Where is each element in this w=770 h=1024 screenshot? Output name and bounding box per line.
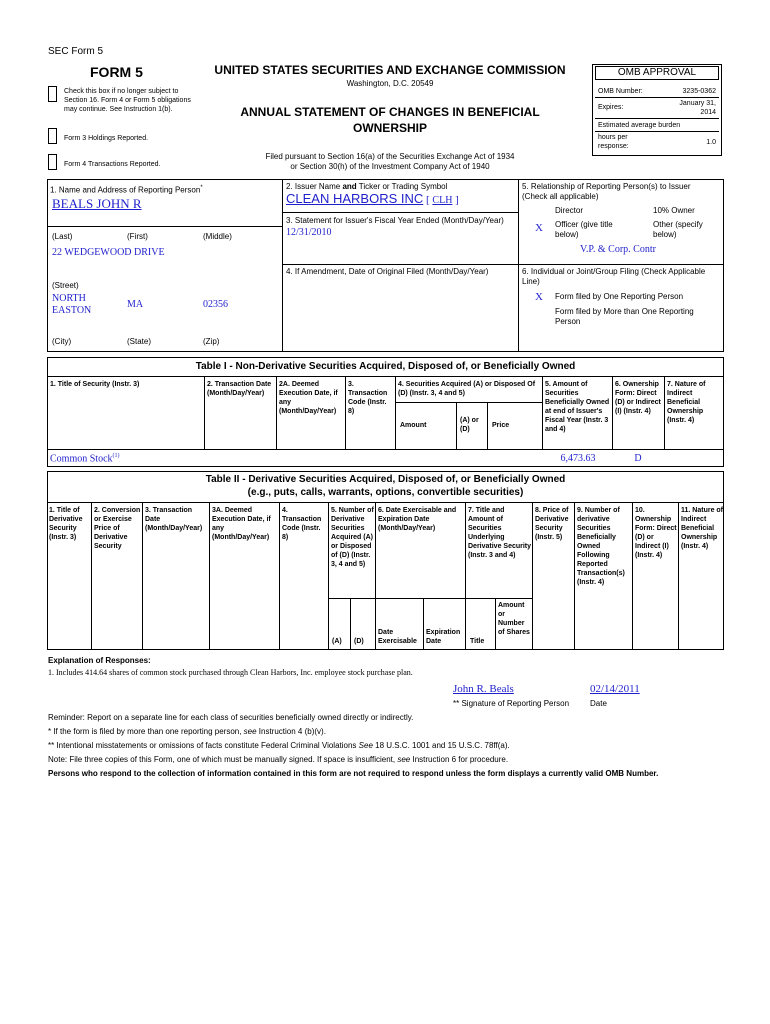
- state-value: MA: [127, 299, 144, 310]
- omb-disclaimer: Persons who respond to the collection of information contained in this form are not required to respond unless the form displays a currently valid OMB Number.: [48, 769, 659, 778]
- t2-col-transaction-date: 3. Transaction Date (Month/Day/Year): [145, 507, 203, 532]
- t2-col-d: (D): [354, 638, 364, 645]
- form3-holdings-label: Form 3 Holdings Reported.: [64, 135, 149, 142]
- form-title: FORM 5: [90, 64, 143, 80]
- table-2-title: Table II - Derivative Securities Acquired, Disposed of, or Beneficially Owned: [205, 474, 566, 485]
- signature-label: ** Signature of Reporting Person: [453, 699, 570, 708]
- t2-col-title: 1. Title of Derivative Security (Instr. 3): [49, 507, 83, 541]
- t1-col-title: 1. Title of Security (Instr. 3): [50, 381, 140, 388]
- omb-approval-title: OMB APPROVAL: [595, 66, 719, 80]
- t1-col-transaction-date: 2. Transaction Date (Month/Day/Year): [207, 381, 272, 397]
- zip-value: 02356: [203, 299, 228, 310]
- filed-pursuant-line1: Filed pursuant to Section 16(a) of the Securities Exchange Act of 1934: [265, 152, 515, 161]
- officer-title: V.P. & Corp. Contr: [580, 244, 656, 255]
- city-label: (City): [52, 337, 72, 346]
- reminder-text: Reminder: Report on a separate line for each class of securities beneficially owned directly or indirectly.: [48, 713, 414, 722]
- t1-row-title: Common Stock: [50, 453, 113, 465]
- filed-pursuant-line2: or Section 30(h) of the Investment Company Act of 1940: [290, 162, 490, 171]
- t2-col-number-derivative: 5. Number of Derivative Securities Acquired (A) or Disposed of (D) (Instr. 3, 4 and 5): [331, 507, 374, 568]
- sec-form-label: SEC Form 5: [48, 46, 104, 57]
- form4-transactions-checkbox[interactable]: [48, 154, 57, 170]
- t1-col-amount-owned: 5. Amount of Securities Beneficially Owned at end of Issuer's Fiscal Year (Instr. 3 and 4): [545, 381, 610, 433]
- t2-col-conversion-price: 2. Conversion or Exercise Price of Derivative Security: [94, 507, 141, 550]
- omb-hours-label: hours per response:: [598, 134, 629, 150]
- table-row: [50, 453, 120, 464]
- filing-type-label: 6. Individual or Joint/Group Filing (Check Applicable Line): [522, 267, 706, 286]
- middle-name-label: (Middle): [203, 232, 232, 241]
- t1-col-transaction-code: 3. Transaction Code (Instr. 8): [348, 381, 388, 415]
- t2-col-number-owned: 9. Number of derivative Securities Beneficially Owned Following Reported Transaction(s) (Instr. 4): [577, 507, 625, 586]
- other-label: Other (specify below): [653, 220, 703, 239]
- relationship-label: 5. Relationship of Reporting Person(s) to Issuer (Check all applicable): [522, 182, 691, 201]
- copies-note: Note: File three copies of this Form, one of which must be manually signed. If space is insufficient, see Instruction 6 for procedure.: [48, 755, 509, 764]
- amendment-label: 4. If Amendment, Date of Original Filed (Month/Day/Year): [286, 267, 489, 276]
- director-label: Director: [555, 206, 584, 215]
- t2-col-a: (A): [332, 638, 342, 645]
- t1-col-amount: Amount: [400, 422, 427, 429]
- issuer-label: 2. Issuer Name and Ticker or Trading Symbol: [286, 182, 448, 191]
- t1-row-ownership: D: [634, 453, 642, 464]
- statement-title: ANNUAL STATEMENT OF CHANGES IN BENEFICIAL OWNERSHIP: [240, 105, 540, 135]
- street-label: (Street): [52, 281, 79, 290]
- t2-col-transaction-code: 4. Transaction Code (Instr. 8): [282, 507, 322, 541]
- t2-col-exercisable-expiration: 6. Date Exercisable and Expiration Date (Month/Day/Year): [378, 507, 457, 532]
- omb-number-value: 3235-0362: [682, 88, 716, 95]
- reporting-person-label: 1. Name and Address of Reporting Person*: [50, 185, 203, 195]
- t2-col-underlying: 7. Title and Amount of Securities Underlying Derivative Security (Instr. 3 and 4): [468, 507, 532, 559]
- omb-hours-value: 1.0: [706, 139, 716, 146]
- omb-number-label: OMB Number:: [598, 88, 643, 95]
- table-2-subtitle: (e.g., puts, calls, warrants, options, convertible securities): [247, 487, 524, 498]
- t2-col-expiration-date: Expiration Date: [426, 629, 461, 645]
- first-name-label: (First): [127, 232, 148, 241]
- statement-period-label: 3. Statement for Issuer's Fiscal Year Ended (Month/Day/Year): [286, 216, 504, 225]
- t2-col-underlying-title: Title: [470, 638, 485, 645]
- criminal-violations-note: ** Intentional misstatements or omissions of facts constitute Federal Criminal Violations See 18 U.S.C. 1001 and 15 U.S.C. 78ff(a).: [48, 741, 510, 750]
- t2-col-nature: 11. Nature of Indirect Beneficial Ownership (Instr. 4): [681, 507, 724, 550]
- more-persons-label: Form filed by More than One Reporting Person: [555, 307, 694, 326]
- t1-col-price: Price: [492, 422, 510, 429]
- signature-name: John R. Beals: [453, 683, 514, 695]
- one-person-checkmark[interactable]: X: [535, 291, 543, 303]
- omb-burden-label: Estimated average burden: [598, 122, 681, 129]
- t1-col-securities-acquired: 4. Securities Acquired (A) or Disposed Of (D) (Instr. 3, 4 and 5): [398, 381, 536, 397]
- omb-expires-label: Expires:: [598, 104, 624, 111]
- t2-col-ownership-form: 10. Ownership Form: Direct (D) or Indirect (I) (Instr. 4): [635, 507, 677, 559]
- t1-row-amount-owned: 6,473.63: [560, 453, 596, 464]
- zip-label: (Zip): [203, 337, 220, 346]
- omb-expires-value: January 31, 2014: [679, 100, 716, 116]
- signature-date-label: Date: [590, 699, 607, 708]
- form3-holdings-checkbox[interactable]: [48, 128, 57, 144]
- no-longer-subject-checkbox[interactable]: [48, 86, 57, 102]
- agency-name: UNITED STATES SECURITIES AND EXCHANGE COMMISSION: [214, 63, 566, 77]
- t2-col-date-exercisable: Date Exercisable: [378, 629, 417, 645]
- last-name-label: (Last): [52, 232, 73, 241]
- one-person-label: Form filed by One Reporting Person: [555, 292, 684, 301]
- officer-checkmark[interactable]: X: [535, 222, 543, 234]
- street-address: 22 WEDGEWOOD DRIVE: [52, 247, 165, 258]
- issuer-name: CLEAN HARBORS INC [ CLH ]: [286, 191, 459, 206]
- t2-col-price: 8. Price of Derivative Security (Instr. 5): [535, 507, 569, 541]
- no-longer-subject-text: Check this box if no longer subject to Section 16. Form 4 or Form 5 obligations may continue. See Instruction 1(b).: [64, 88, 191, 113]
- t2-col-underlying-amount: Amount or Number of Shares: [498, 602, 530, 636]
- statement-period-date: 12/31/2010: [286, 227, 332, 238]
- table-1-title: Table I - Non-Derivative Securities Acquired, Disposed of, or Beneficially Owned: [195, 361, 576, 372]
- t1-row-footnote: (1): [112, 453, 120, 459]
- t1-col-a-or-d: (A) or (D): [460, 417, 479, 433]
- ten-percent-owner-label: 10% Owner: [653, 206, 695, 215]
- state-label: (State): [127, 337, 152, 346]
- t1-col-deemed-date: 2A. Deemed Execution Date, if any (Month/Day/Year): [279, 381, 338, 415]
- city-value: NORTH EASTON: [52, 293, 92, 316]
- signature-date: 02/14/2011: [590, 683, 640, 695]
- explanation-title: Explanation of Responses:: [48, 656, 151, 665]
- explanation-note-1: 1. Includes 414.64 shares of common stock purchased through Clean Harbors, Inc. employee stock purchase plan.: [48, 668, 413, 677]
- reporting-person-name: BEALS JOHN R: [52, 196, 142, 211]
- t1-col-nature: 7. Nature of Indirect Beneficial Ownership (Instr. 4): [667, 381, 706, 424]
- officer-label: Officer (give title below): [555, 220, 613, 239]
- multiple-filers-note: * If the form is filed by more than one reporting person, see Instruction 4 (b)(v).: [48, 727, 326, 736]
- t1-col-ownership-form: 6. Ownership Form: Direct (D) or Indirect (I) (Instr. 4): [615, 381, 661, 415]
- form4-transactions-label: Form 4 Transactions Reported.: [64, 161, 161, 168]
- agency-city: Washington, D.C. 20549: [346, 79, 434, 88]
- t2-col-deemed-date: 3A. Deemed Execution Date, if any (Month/Day/Year): [212, 507, 271, 541]
